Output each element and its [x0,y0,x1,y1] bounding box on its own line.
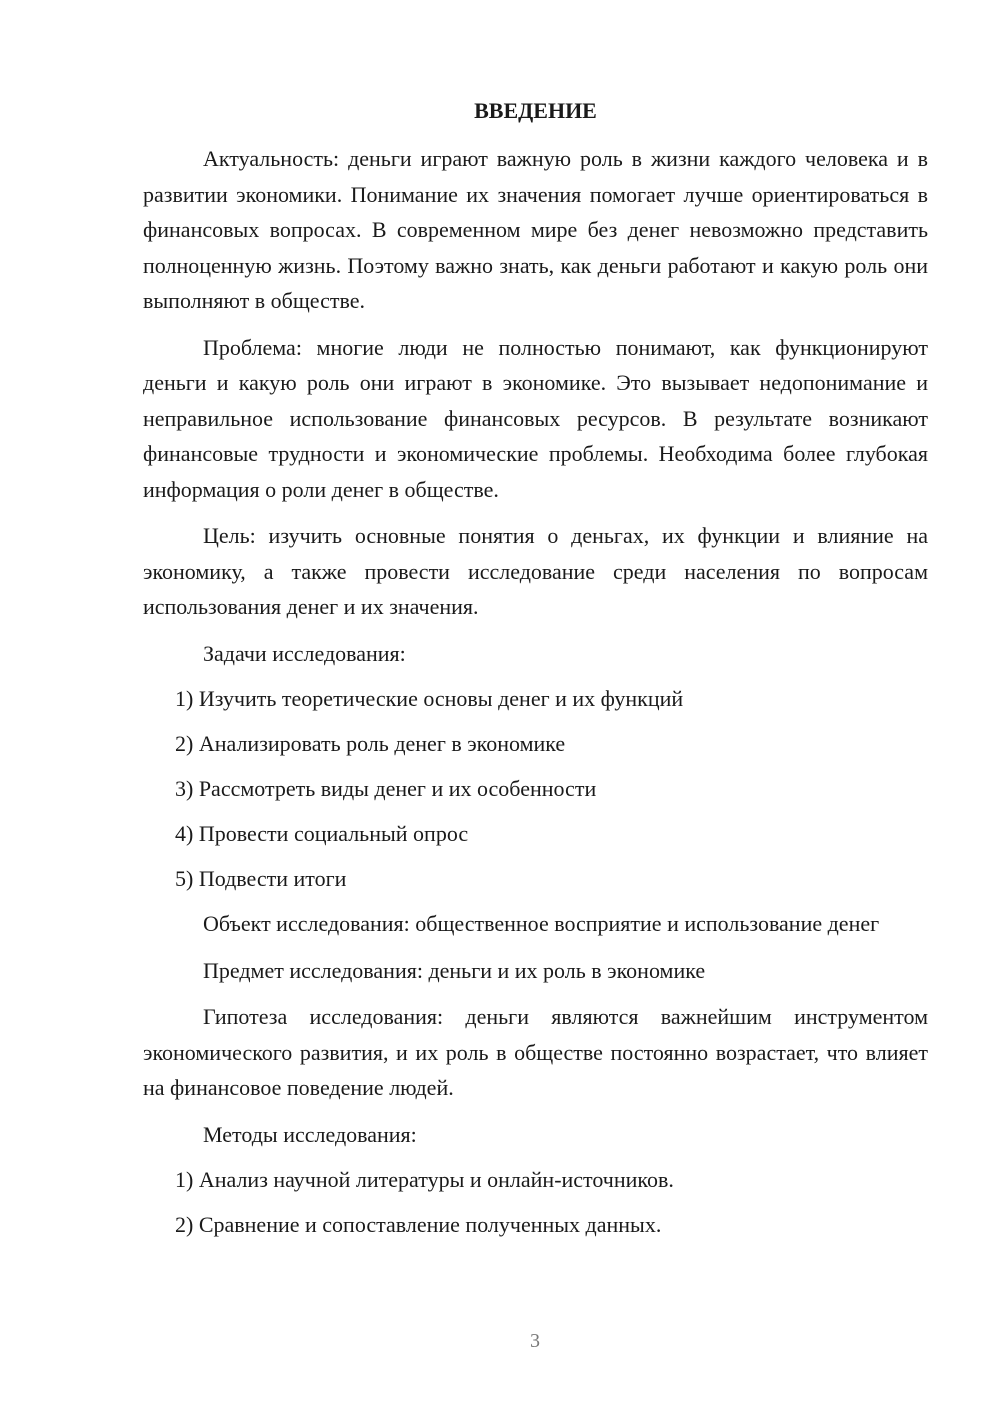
list-item: 3) Рассмотреть виды денег и их особенности [175,776,597,801]
list-item: 5) Подвести итоги [175,866,347,891]
methods-heading: Методы исследования: [203,1121,417,1147]
list-item: 1) Изучить теоретические основы денег и их функций [175,686,684,711]
object-paragraph: Объект исследования: общественное восприятие и использование денег [203,911,880,936]
relevance-paragraph: Актуальность: деньги играют важную роль в жизни каждого человека и в развитии экономики. Понимание их значения помогает лучше ориентироваться в финансовых вопросах. В современном мире без денег невозможно представить полноценную жизнь. Поэтому важно знать, как деньги работают и какую роль они выполняют в обществе. [143,146,928,313]
hypothesis-paragraph: Гипотеза исследования: деньги являются важнейшим инструментом экономического развития, и их роль в обществе постоянно возрастает, что влияет на финансовое поведение людей. [143,1004,928,1100]
page-title: ВВЕДЕНИЕ [474,98,597,123]
document-page [143,93,928,1252]
list-item: 1) Анализ научной литературы и онлайн-источников. [175,1167,674,1192]
list-item: 2) Сравнение и сопоставление полученных данных. [175,1212,662,1237]
subject-paragraph: Предмет исследования: деньги и их роль в экономике [203,957,706,983]
page-number: 3 [530,1330,540,1352]
tasks-list [143,681,928,897]
list-item: 2) Анализировать роль денег в экономике [175,731,566,756]
list-item: 4) Провести социальный опрос [175,821,469,846]
goal-paragraph: Цель: изучить основные понятия о деньгах, их функции и влияние на экономику, а также провести исследование среди населения по вопросам использования денег и их значения. [143,523,928,619]
problem-paragraph: Проблема: многие люди не полностью понимают, как функционируют деньги и какую роль они играют в экономике. Это вызывает недопонимание и неправильное использование финансовых ресурсов. В результате возникают финансовые трудности и экономические проблемы. Необходима более глубокая информация о роли денег в обществе. [143,334,928,502]
tasks-heading: Задачи исследования: [203,640,406,666]
methods-list [143,1162,928,1243]
